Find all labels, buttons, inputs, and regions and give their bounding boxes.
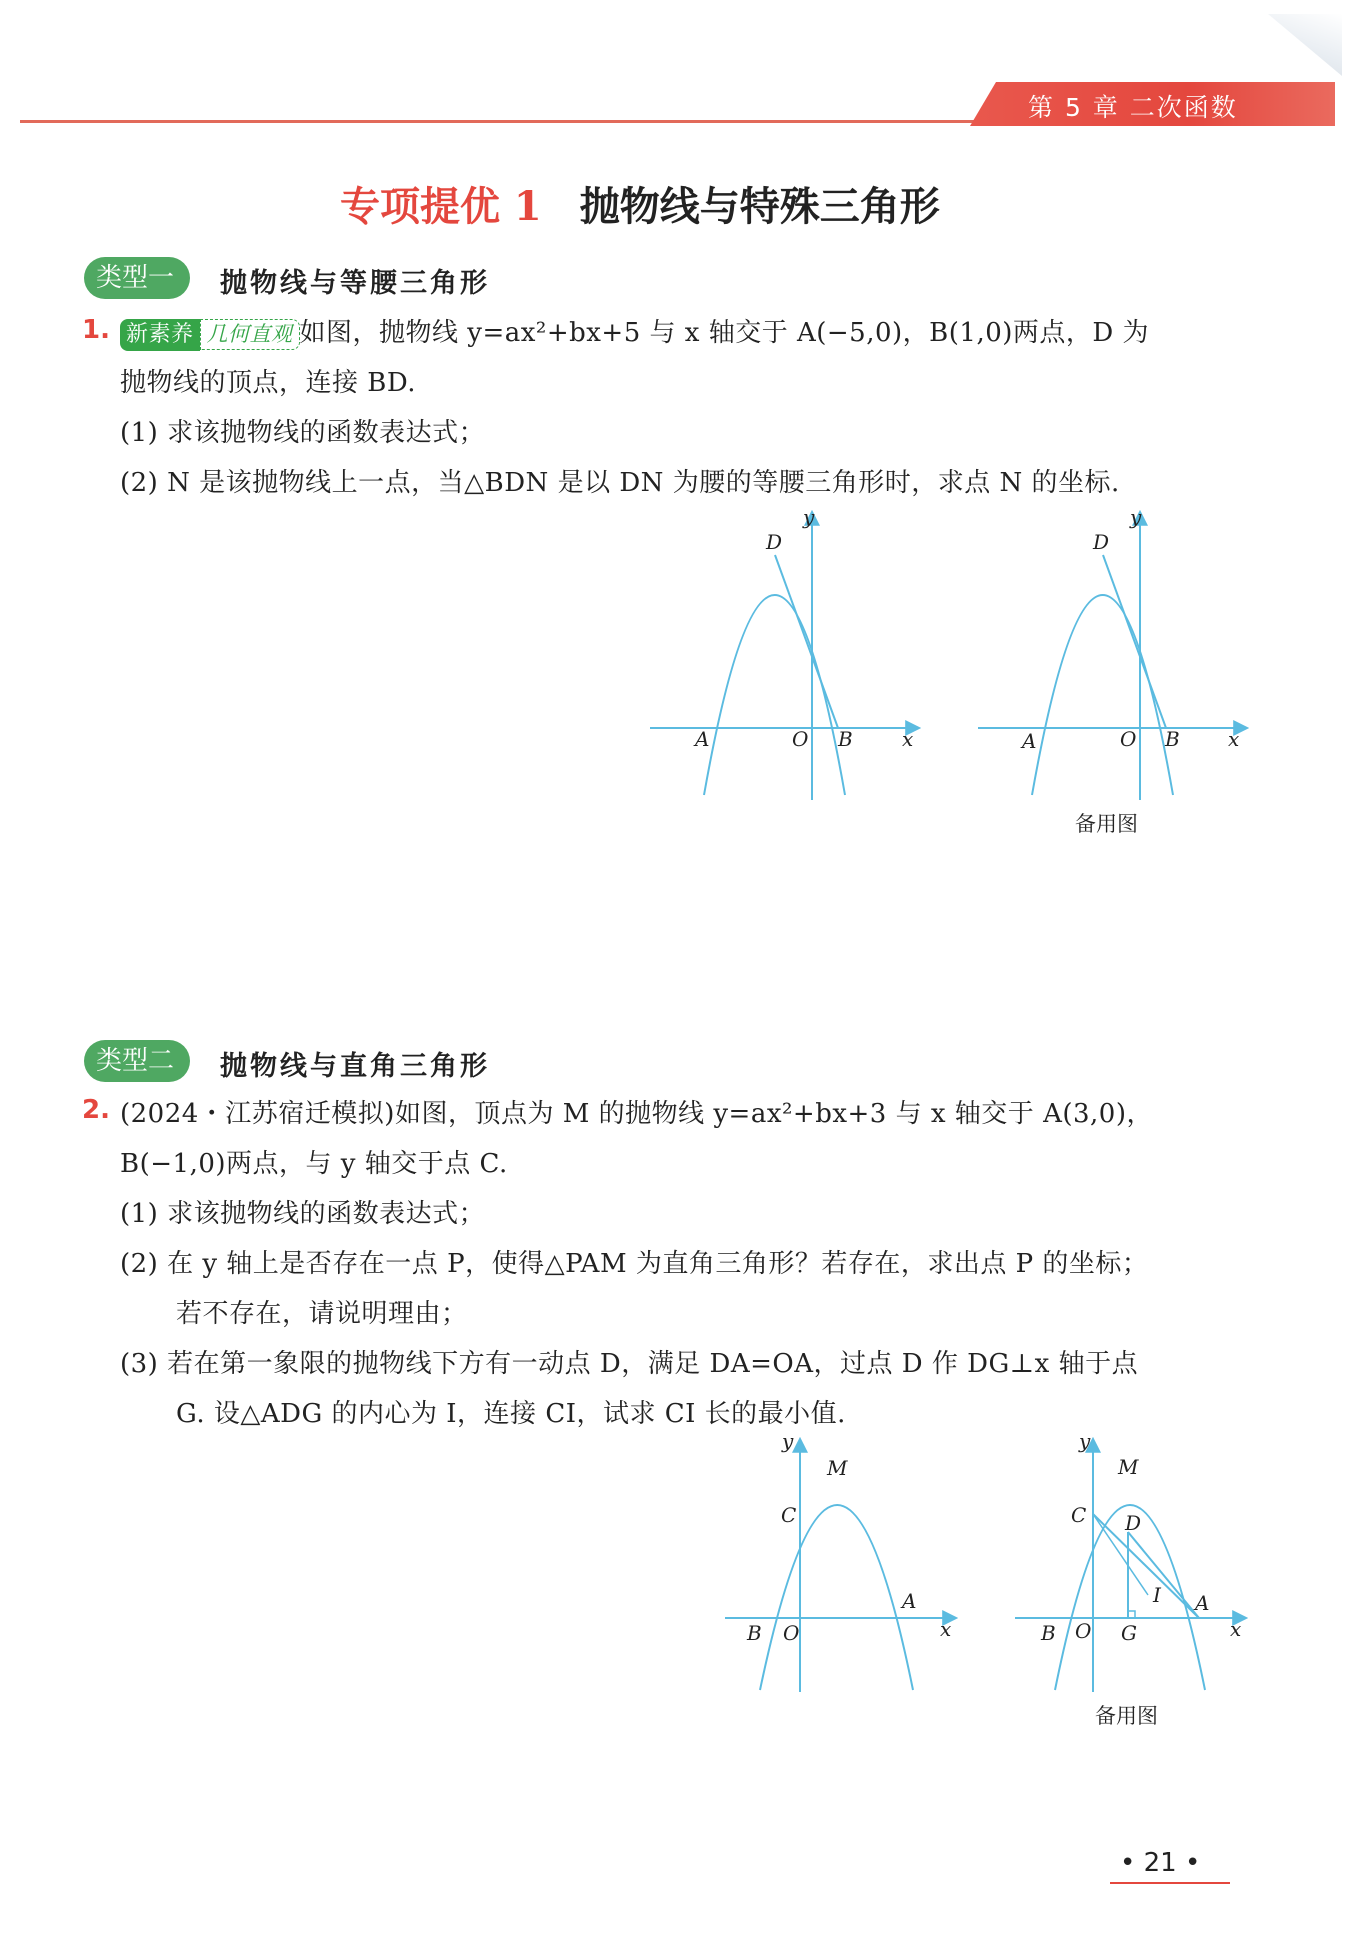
header-rule <box>20 120 1020 123</box>
label-a: A <box>902 1589 917 1613</box>
section-title-2: 抛物线与直角三角形 <box>220 1051 490 1082</box>
tag-geometry-intuition: 几何直观 <box>200 319 300 350</box>
segment-bd <box>775 555 838 728</box>
q2-part3b: G. 设△ADG 的内心为 I，连接 CI，试求 CI 长的最小值. <box>176 1399 846 1429</box>
title-main: 抛物线与特殊三角形 <box>579 183 940 230</box>
chapter-label: 第 5 章 二次函数 <box>1028 93 1238 122</box>
label-i: I <box>1153 1583 1161 1607</box>
q2-part3a: (3) 若在第一象限的抛物线下方有一动点 D，满足 DA=OA，过点 D 作 DG⊥x 轴于点 <box>120 1349 1139 1379</box>
label-b: B <box>838 727 853 751</box>
parabola-curve <box>704 595 845 795</box>
label-m: M <box>1118 1455 1139 1479</box>
q1-figure-main <box>640 505 930 805</box>
tag-new-literacy: 新素养 <box>120 319 200 351</box>
label-d: D <box>1125 1511 1142 1535</box>
label-y: y <box>803 505 815 529</box>
label-x: x <box>1228 727 1240 751</box>
label-o: O <box>783 1621 800 1645</box>
label-b: B <box>747 1621 762 1645</box>
parabola-curve <box>760 1505 913 1690</box>
parabola-curve <box>1032 595 1173 795</box>
label-y: y <box>782 1430 794 1453</box>
q1-figure-spare <box>970 505 1260 805</box>
segment-bd <box>1103 555 1166 728</box>
segment-da <box>1128 1532 1199 1618</box>
segment-ca <box>1093 1514 1199 1618</box>
label-b: B <box>1165 727 1180 751</box>
page-corner-fold <box>1268 14 1342 76</box>
q1-spare-caption: 备用图 <box>1075 812 1138 836</box>
q2-part2a: (2) 在 y 轴上是否存在一点 P，使得△PAM 为直角三角形？若存在，求出点 P 的坐标； <box>120 1249 1149 1279</box>
title-prefix: 专项提优 1 <box>340 183 542 230</box>
label-x: x <box>1230 1617 1242 1641</box>
q1-stem-line1: 如图，抛物线 y=ax²+bx+5 与 x 轴交于 A(−5,0)，B(1,0)两点，D 为 <box>299 318 1150 348</box>
label-b: B <box>1041 1621 1056 1645</box>
q2-part1: (1) 求该抛物线的函数表达式； <box>120 1199 486 1229</box>
page-number: • 21 • <box>1120 1848 1201 1878</box>
q2-spare-caption: 备用图 <box>1095 1704 1158 1728</box>
question-number-2: 2. <box>82 1095 110 1125</box>
section-badge-1: 类型一 <box>84 257 190 299</box>
q2-stem-line2: B(−1,0)两点，与 y 轴交于点 C. <box>120 1149 508 1179</box>
page-number-rule <box>1110 1882 1230 1884</box>
label-x: x <box>940 1617 952 1641</box>
q1-stem-line2: 抛物线的顶点，连接 BD. <box>120 368 417 398</box>
label-a: A <box>695 727 710 751</box>
q2-figure-main <box>715 1430 965 1700</box>
page-title <box>340 175 940 232</box>
label-d: D <box>766 530 783 554</box>
section-title-1: 抛物线与等腰三角形 <box>220 268 490 299</box>
section-badge-2: 类型二 <box>84 1040 190 1082</box>
q2-figure-spare <box>1005 1430 1255 1700</box>
label-c: C <box>1071 1503 1087 1527</box>
label-c: C <box>781 1503 797 1527</box>
question-number-1: 1. <box>82 315 110 345</box>
label-o: O <box>1075 1619 1092 1643</box>
label-a: A <box>1195 1591 1210 1615</box>
label-o: O <box>792 727 809 751</box>
label-x: x <box>902 727 914 751</box>
q1-line1 <box>120 312 1149 351</box>
q1-part1: (1) 求该抛物线的函数表达式； <box>120 418 486 448</box>
q2-part2b: 若不存在，请说明理由； <box>176 1299 468 1329</box>
label-d: D <box>1093 530 1110 554</box>
label-o: O <box>1120 727 1137 751</box>
q2-stem-line1: (2024・江苏宿迁模拟)如图，顶点为 M 的抛物线 y=ax²+bx+3 与 x 轴交于 A(3,0)， <box>120 1099 1153 1129</box>
label-y: y <box>1079 1430 1091 1453</box>
label-a: A <box>1022 729 1037 753</box>
q1-part2: (2) N 是该抛物线上一点，当△BDN 是以 DN 为腰的等腰三角形时，求点 N 的坐标. <box>120 468 1120 498</box>
right-angle-mark <box>1128 1611 1135 1618</box>
label-g: G <box>1121 1621 1137 1645</box>
label-y: y <box>1130 505 1142 529</box>
label-m: M <box>827 1456 848 1480</box>
